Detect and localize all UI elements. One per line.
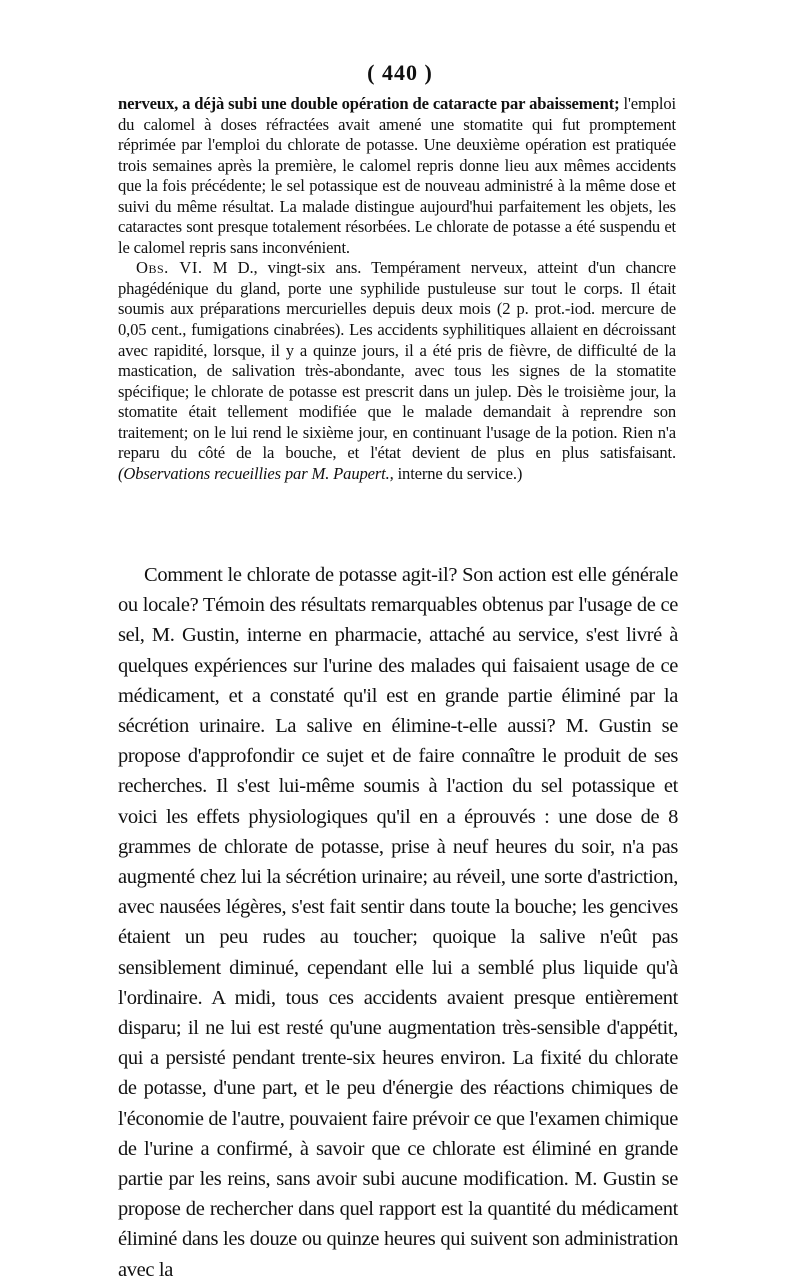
observation-continuation-text: l'emploi du calomel à doses réfractées avait amené une stomatite qui fut promptement réprimée par l'emploi du chlorate de potasse. Une deuxième opération est pratiquée trois semaines après la première, le calomel repris donne lieu aux mêmes accidents que la fois précédente; le sel potassique est de nouveau administré à la même dose et suivi du même résultat. La malade distingue aujourd'hui parfaitement les objets, les cataractes sont presque totalement résorbées. Le chlorate de potasse a été suspendu et le calomel repris sans inconvénient.	[118, 94, 676, 257]
observation-six-text: M D., vingt-six ans. Tempérament nerveux, atteint d'un chancre phagédénique du gland, porte une syphilide pustuleuse sur tout le corps. Il était soumis aux préparations mercurielles depuis deux mois (2 p. prot.-iod. mercure de 0,05 cent., fumigations cinabrées). Les accidents syphilitiques allaient en décroissant avec rapidité, lorsque, il y a quinze jours, il a été pris de fièvre, de difficulté de la mastication, de salivation très-abondante, avec tous les signes de la stomatite spécifique; le chlorate de potasse est prescrit dans un julep. Dès le troisième jour, la stomatite était tellement modifiée que le malade demandait à reprendre son traitement; on le lui rend le sixième jour, en continuant l'usage de la potion. Rien n'a reparu du côté de la bouche, et l'état devient de plus en plus satisfaisant.	[118, 258, 676, 463]
observation-six-label: Obs. VI.	[136, 258, 203, 278]
page-number: ( 440 )	[367, 60, 433, 85]
observation-continuation	[118, 94, 676, 258]
observation-notes	[118, 94, 676, 484]
observation-six-citation: (Observations recueillies par M. Paupert.,	[118, 463, 394, 483]
observation-six-citation-end: interne du service.)	[397, 463, 523, 483]
observation-continuation-lead: nerveux, a déjà subi une double opération de cataracte par abaissement;	[118, 94, 620, 113]
observation-six	[118, 258, 676, 484]
main-text	[118, 560, 678, 1285]
main-paragraph: Comment le chlorate de potasse agit-il? Son action est elle générale ou locale? Témoin des résultats remarquables obtenus par l'usage de ce sel, M. Gustin, interne en pharmacie, attaché au service, s'est livré à quelques expériences sur l'urine des malades qui faisaient usage de ce médicament, et a constaté qu'il est en grande partie éliminé par la sécrétion urinaire. La salive en élimine-t-elle aussi? M. Gustin se propose d'approfondir ce sujet et de faire connaître le produit de ses recherches. Il s'est lui-même soumis à l'action du sel potassique et voici les effets physiologiques qu'il en a éprouvés : une dose de 8 grammes de chlorate de potasse, prise à neuf heures du soir, n'a pas augmenté chez lui la sécrétion urinaire; au réveil, une sorte d'astriction, avec nausées légères, s'est fait sentir dans toute la bouche; les gencives étaient un peu rudes au toucher; quoique la salive n'eût pas sensiblement diminué, cependant elle lui a semblé plus liquide qu'à l'ordinaire. A midi, tous ces accidents avaient presque entièrement disparu; il ne lui est resté qu'une augmentation très-sensible d'appétit, qui a persisté pendant trente-six heures environ. La fixité du chlorate de potasse, d'une part, et le peu d'énergie des réactions chimiques de l'économie de l'autre, pouvaient faire prévoir ce que l'examen chimique de l'urine a confirmé, à savoir que ce chlorate est éliminé en grande partie par les reins, sans avoir subi aucune modification. M. Gustin se propose de rechercher dans quel rapport est la quantité du médicament éliminé dans les douze ou quinze heures qui suivent son administration avec la	[118, 564, 678, 1281]
